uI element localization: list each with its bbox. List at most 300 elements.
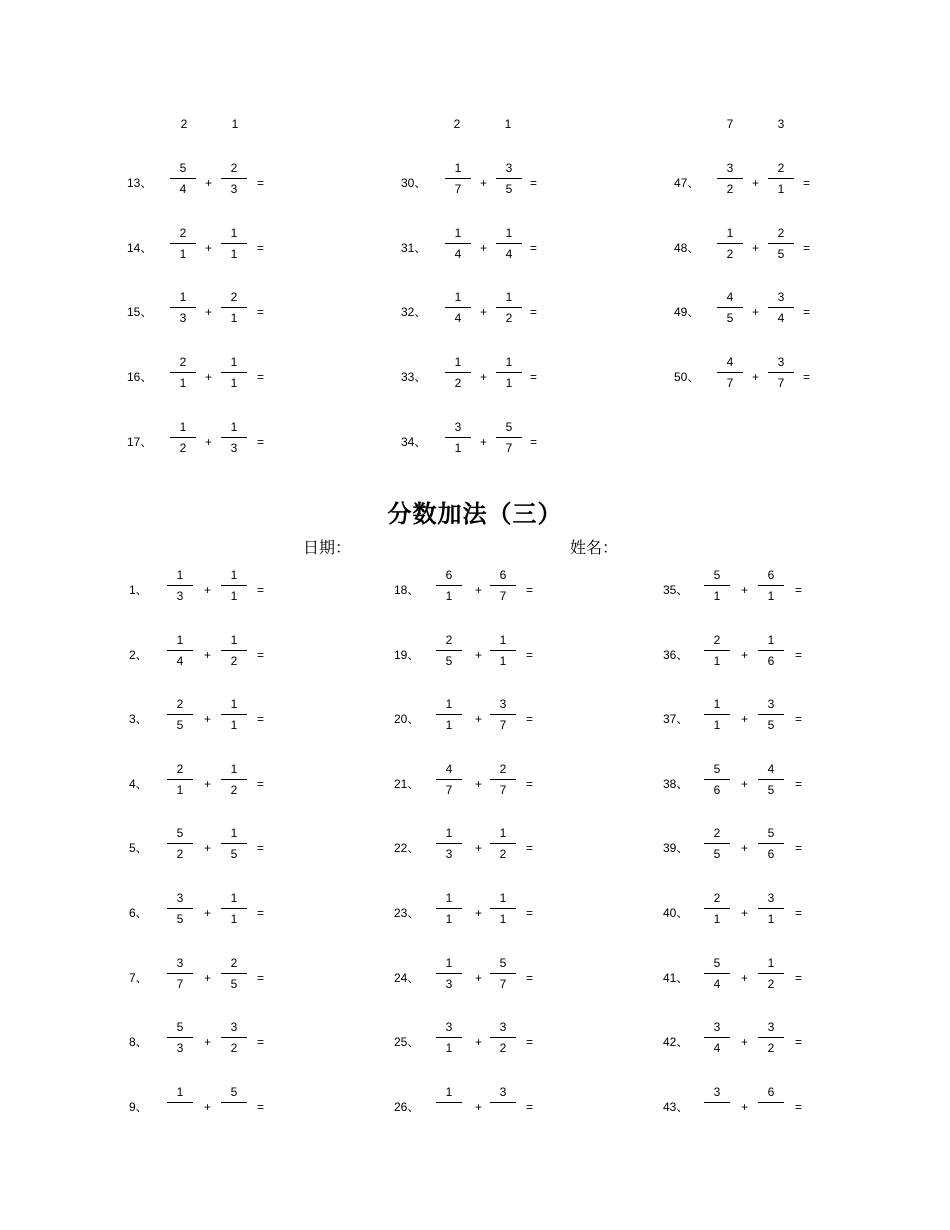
fraction-bar (436, 1037, 462, 1038)
problem-row (129, 889, 389, 937)
plus-sign: + (741, 970, 749, 985)
numerator: 3 (505, 161, 513, 175)
date-label: 日期： (303, 540, 352, 557)
denominator: 5 (176, 912, 184, 926)
denominator (436, 1104, 462, 1122)
equals-sign: = (257, 1035, 265, 1050)
denominator: 3 (176, 589, 184, 603)
numerator: 1 (230, 225, 238, 240)
numerator: 1 (445, 955, 453, 970)
fraction (758, 695, 784, 734)
denominator: 2 (726, 182, 734, 196)
equals-sign: = (795, 776, 803, 791)
plus-sign: + (741, 647, 749, 662)
problem-number: 42、 (663, 1035, 689, 1050)
plus-sign: + (752, 370, 760, 385)
carry-digit: 2 (180, 117, 188, 131)
fraction-bar (490, 779, 516, 780)
plus-sign: + (475, 906, 483, 920)
fraction-bar (704, 843, 730, 844)
equals-sign: = (257, 970, 265, 985)
problem-number: 3、 (129, 712, 148, 727)
numerator: 1 (445, 1084, 453, 1099)
denominator: 3 (179, 311, 187, 326)
fraction (221, 1018, 247, 1057)
fraction (717, 288, 743, 327)
denominator: 1 (499, 653, 507, 668)
numerator: 1 (713, 697, 721, 712)
denominator: 2 (176, 847, 184, 862)
plus-sign: + (475, 776, 483, 791)
equals-sign: = (257, 176, 265, 190)
equals-sign: = (257, 305, 265, 320)
fraction (704, 954, 730, 993)
denominator: 2 (505, 311, 513, 326)
denominator: 1 (230, 376, 238, 391)
denominator: 4 (505, 246, 513, 261)
problem-row (394, 631, 654, 679)
fraction (717, 159, 743, 198)
numerator: 3 (767, 697, 775, 712)
fraction (167, 954, 193, 993)
fraction-bar (170, 243, 196, 244)
problem-row (394, 1083, 654, 1131)
equals-sign: = (526, 1035, 534, 1050)
problem-row (401, 418, 661, 466)
denominator: 5 (713, 847, 721, 862)
numerator: 1 (230, 826, 238, 841)
equals-sign: = (795, 906, 803, 920)
fraction-bar (221, 714, 247, 715)
fraction (221, 353, 247, 392)
denominator (221, 1104, 247, 1122)
equals-sign: = (526, 647, 534, 662)
equals-sign: = (257, 647, 265, 662)
fraction-bar (436, 973, 462, 974)
problem-number: 15、 (127, 305, 153, 320)
denominator: 4 (777, 311, 785, 326)
problem-number: 2、 (129, 647, 148, 662)
numerator: 1 (454, 290, 462, 305)
plus-sign: + (204, 583, 212, 597)
denominator: 4 (713, 1041, 721, 1056)
problem-row (127, 224, 387, 272)
equals-sign: = (526, 970, 534, 985)
equals-sign: = (257, 841, 265, 856)
fraction (768, 353, 794, 392)
problem-row (394, 889, 654, 937)
numerator: 2 (230, 955, 238, 970)
numerator: 5 (176, 1020, 184, 1035)
fraction (445, 288, 471, 327)
equals-sign: = (803, 176, 811, 190)
numerator: 1 (176, 568, 184, 582)
numerator: 6 (767, 568, 775, 582)
numerator: 1 (499, 826, 507, 841)
fraction (436, 695, 462, 734)
fraction-bar (496, 437, 522, 438)
fraction-bar (490, 650, 516, 651)
plus-sign: + (475, 647, 483, 662)
problem-row (663, 760, 923, 808)
denominator: 1 (713, 653, 721, 668)
numerator: 2 (445, 632, 453, 647)
plus-sign: + (741, 712, 749, 727)
problem-number: 21、 (394, 776, 420, 791)
problem-number: 4、 (129, 776, 148, 791)
fraction-bar (496, 243, 522, 244)
problem-row (663, 566, 923, 614)
numerator: 3 (499, 1020, 507, 1035)
denominator: 2 (230, 653, 238, 668)
fraction-bar (490, 908, 516, 909)
fraction (170, 224, 196, 263)
problem-row (127, 159, 387, 207)
numerator: 1 (445, 826, 453, 841)
equals-sign: = (530, 434, 538, 449)
numerator: 3 (499, 697, 507, 712)
fraction (490, 1083, 516, 1122)
numerator: 1 (454, 355, 462, 370)
fraction-bar (170, 372, 196, 373)
denominator: 2 (230, 1041, 238, 1056)
plus-sign: + (475, 1035, 483, 1050)
plus-sign: + (204, 647, 212, 662)
numerator: 3 (454, 419, 462, 434)
fraction (496, 418, 522, 457)
fraction (167, 824, 193, 863)
fraction (717, 224, 743, 263)
fraction (170, 159, 196, 198)
problem-number: 35、 (663, 583, 689, 597)
denominator: 7 (499, 718, 507, 733)
denominator: 5 (505, 182, 513, 196)
fraction (496, 159, 522, 198)
denominator: 7 (176, 976, 184, 991)
denominator (490, 1104, 516, 1122)
denominator: 2 (499, 847, 507, 862)
problem-number: 20、 (394, 712, 420, 727)
numerator: 1 (230, 632, 238, 647)
equals-sign: = (526, 583, 534, 597)
denominator: 1 (499, 912, 507, 926)
problem-row (674, 159, 934, 207)
equals-sign: = (530, 176, 538, 190)
fraction-bar (167, 1037, 193, 1038)
fraction (436, 889, 462, 928)
denominator: 2 (454, 376, 462, 391)
numerator: 3 (777, 355, 785, 370)
problem-row (394, 1018, 654, 1066)
denominator: 7 (777, 376, 785, 391)
fraction-bar (436, 714, 462, 715)
fraction (490, 695, 516, 734)
problem-row (127, 353, 387, 401)
carry-digit: 7 (726, 117, 734, 131)
problem-number: 40、 (663, 906, 689, 920)
denominator: 1 (179, 376, 187, 391)
problem-number: 38、 (663, 776, 689, 791)
fraction-bar (167, 779, 193, 780)
equals-sign: = (526, 906, 534, 920)
fraction (704, 760, 730, 799)
numerator: 3 (176, 891, 184, 905)
problem-row (663, 631, 923, 679)
fraction-bar (221, 843, 247, 844)
fraction (221, 631, 247, 670)
fraction-bar (758, 779, 784, 780)
problem-number: 22、 (394, 841, 420, 856)
fraction-bar (704, 779, 730, 780)
plus-sign: + (475, 712, 483, 727)
denominator: 2 (499, 1041, 507, 1056)
numerator: 1 (454, 161, 462, 175)
fraction (221, 566, 247, 605)
problem-row (129, 631, 389, 679)
numerator: 3 (726, 161, 734, 175)
fraction (704, 1018, 730, 1057)
equals-sign: = (530, 240, 538, 255)
denominator: 7 (505, 440, 513, 455)
carry-digit: 1 (231, 117, 239, 131)
denominator: 1 (454, 440, 462, 455)
problem-row (663, 695, 923, 743)
numerator: 3 (767, 891, 775, 905)
fraction-bar (167, 843, 193, 844)
fraction-bar (436, 779, 462, 780)
fraction (170, 418, 196, 457)
equals-sign: = (795, 1099, 803, 1114)
problem-number: 1、 (129, 583, 148, 597)
problem-row (674, 288, 934, 336)
equals-sign: = (803, 240, 811, 255)
equals-sign: = (257, 583, 265, 597)
problem-number: 50、 (674, 370, 700, 385)
equals-sign: = (526, 841, 534, 856)
fraction (490, 566, 516, 605)
fraction-bar (704, 1102, 730, 1103)
problem-number: 47、 (674, 176, 700, 190)
fraction-bar (445, 437, 471, 438)
plus-sign: + (475, 583, 483, 597)
numerator: 5 (499, 955, 507, 970)
fraction (436, 631, 462, 670)
numerator: 6 (767, 1084, 775, 1099)
problem-number: 33、 (401, 370, 427, 385)
problem-row (663, 824, 923, 872)
problem-number: 24、 (394, 970, 420, 985)
fraction-bar (170, 437, 196, 438)
fraction (717, 353, 743, 392)
fraction (704, 631, 730, 670)
numerator: 2 (777, 225, 785, 240)
plus-sign: + (480, 176, 488, 190)
equals-sign: = (795, 841, 803, 856)
plus-sign: + (480, 240, 488, 255)
equals-sign: = (795, 970, 803, 985)
denominator: 5 (767, 782, 775, 797)
fraction-bar (221, 779, 247, 780)
plus-sign: + (204, 1099, 212, 1114)
numerator: 3 (230, 1020, 238, 1035)
name-label: 姓名： (570, 540, 619, 557)
numerator: 2 (179, 355, 187, 370)
problem-row (663, 889, 923, 937)
fraction (768, 288, 794, 327)
fraction (704, 824, 730, 863)
numerator: 5 (713, 955, 721, 970)
equals-sign: = (530, 370, 538, 385)
equals-sign: = (803, 305, 811, 320)
denominator: 4 (179, 182, 187, 196)
denominator: 5 (445, 653, 453, 668)
numerator: 2 (713, 632, 721, 647)
fraction-bar (167, 650, 193, 651)
problem-row (129, 824, 389, 872)
denominator: 5 (767, 718, 775, 733)
fraction-bar (490, 1102, 516, 1103)
problem-number: 17、 (127, 434, 153, 449)
plus-sign: + (475, 841, 483, 856)
fraction-bar (436, 585, 462, 586)
plus-sign: + (741, 1035, 749, 1050)
plus-sign: + (741, 906, 749, 920)
problem-row (663, 1018, 923, 1066)
problem-row (674, 224, 934, 272)
problem-number: 25、 (394, 1035, 420, 1050)
fraction-bar (221, 1102, 247, 1103)
fraction (221, 954, 247, 993)
fraction-bar (167, 585, 193, 586)
numerator: 6 (445, 568, 453, 582)
fraction-bar (167, 1102, 193, 1103)
denominator (704, 1104, 730, 1122)
denominator: 1 (445, 912, 453, 926)
denominator: 3 (230, 440, 238, 455)
problem-row (401, 353, 661, 401)
fraction (167, 889, 193, 928)
problem-number: 6、 (129, 906, 148, 920)
plus-sign: + (475, 1099, 483, 1114)
fraction (496, 353, 522, 392)
numerator: 1 (230, 568, 238, 582)
denominator: 7 (454, 182, 462, 196)
numerator: 1 (767, 955, 775, 970)
problem-row (127, 418, 387, 466)
problem-number: 48、 (674, 240, 700, 255)
plus-sign: + (741, 776, 749, 791)
fraction-bar (717, 372, 743, 373)
fraction-bar (758, 973, 784, 974)
equals-sign: = (257, 240, 265, 255)
fraction (490, 1018, 516, 1057)
fraction-bar (445, 372, 471, 373)
numerator: 5 (713, 761, 721, 776)
carry-digit: 2 (453, 117, 461, 131)
fraction-bar (436, 1102, 462, 1103)
denominator: 1 (230, 718, 238, 733)
plus-sign: + (205, 305, 213, 320)
plus-sign: + (204, 776, 212, 791)
fraction-bar (717, 178, 743, 179)
fraction (436, 1083, 462, 1122)
problem-row (129, 1083, 389, 1131)
denominator: 7 (499, 976, 507, 991)
plus-sign: + (204, 970, 212, 985)
numerator: 1 (505, 225, 513, 240)
plus-sign: + (480, 305, 488, 320)
fraction (704, 695, 730, 734)
fraction-bar (490, 585, 516, 586)
fraction (221, 824, 247, 863)
problem-number: 31、 (401, 240, 427, 255)
denominator: 5 (777, 246, 785, 261)
fraction (490, 760, 516, 799)
fraction (704, 566, 730, 605)
equals-sign: = (526, 776, 534, 791)
equals-sign: = (257, 712, 265, 727)
fraction-bar (221, 437, 247, 438)
denominator: 4 (713, 976, 721, 991)
fraction-bar (496, 307, 522, 308)
numerator: 4 (726, 355, 734, 370)
denominator: 1 (767, 589, 775, 603)
fraction-bar (704, 973, 730, 974)
fraction-bar (436, 650, 462, 651)
problem-number: 32、 (401, 305, 427, 320)
plus-sign: + (205, 176, 213, 190)
problem-row (401, 159, 661, 207)
numerator: 5 (176, 826, 184, 841)
numerator: 1 (505, 290, 513, 305)
fraction (496, 224, 522, 263)
equals-sign: = (257, 434, 265, 449)
problem-number: 34、 (401, 434, 427, 449)
numerator: 3 (445, 1020, 453, 1035)
fraction-bar (221, 372, 247, 373)
fraction (758, 566, 784, 605)
plus-sign: + (205, 240, 213, 255)
denominator: 1 (713, 589, 721, 603)
denominator: 3 (230, 182, 238, 196)
fraction-bar (717, 243, 743, 244)
fraction (221, 159, 247, 198)
equals-sign: = (795, 583, 803, 597)
denominator: 3 (445, 847, 453, 862)
numerator: 2 (176, 761, 184, 776)
fraction-bar (768, 243, 794, 244)
plus-sign: + (475, 970, 483, 985)
problem-number: 23、 (394, 906, 420, 920)
problem-number: 43、 (663, 1099, 689, 1114)
numerator: 1 (230, 355, 238, 370)
fraction-bar (490, 843, 516, 844)
numerator: 4 (767, 761, 775, 776)
denominator: 4 (176, 653, 184, 668)
denominator: 7 (726, 376, 734, 391)
numerator: 1 (230, 761, 238, 776)
numerator: 1 (505, 355, 513, 370)
fraction (496, 288, 522, 327)
fraction (758, 1018, 784, 1057)
fraction (758, 889, 784, 928)
problem-number: 41、 (663, 970, 689, 985)
denominator: 1 (230, 589, 238, 603)
problem-row (129, 1018, 389, 1066)
fraction (758, 954, 784, 993)
numerator: 3 (499, 1084, 507, 1099)
plus-sign: + (480, 434, 488, 449)
